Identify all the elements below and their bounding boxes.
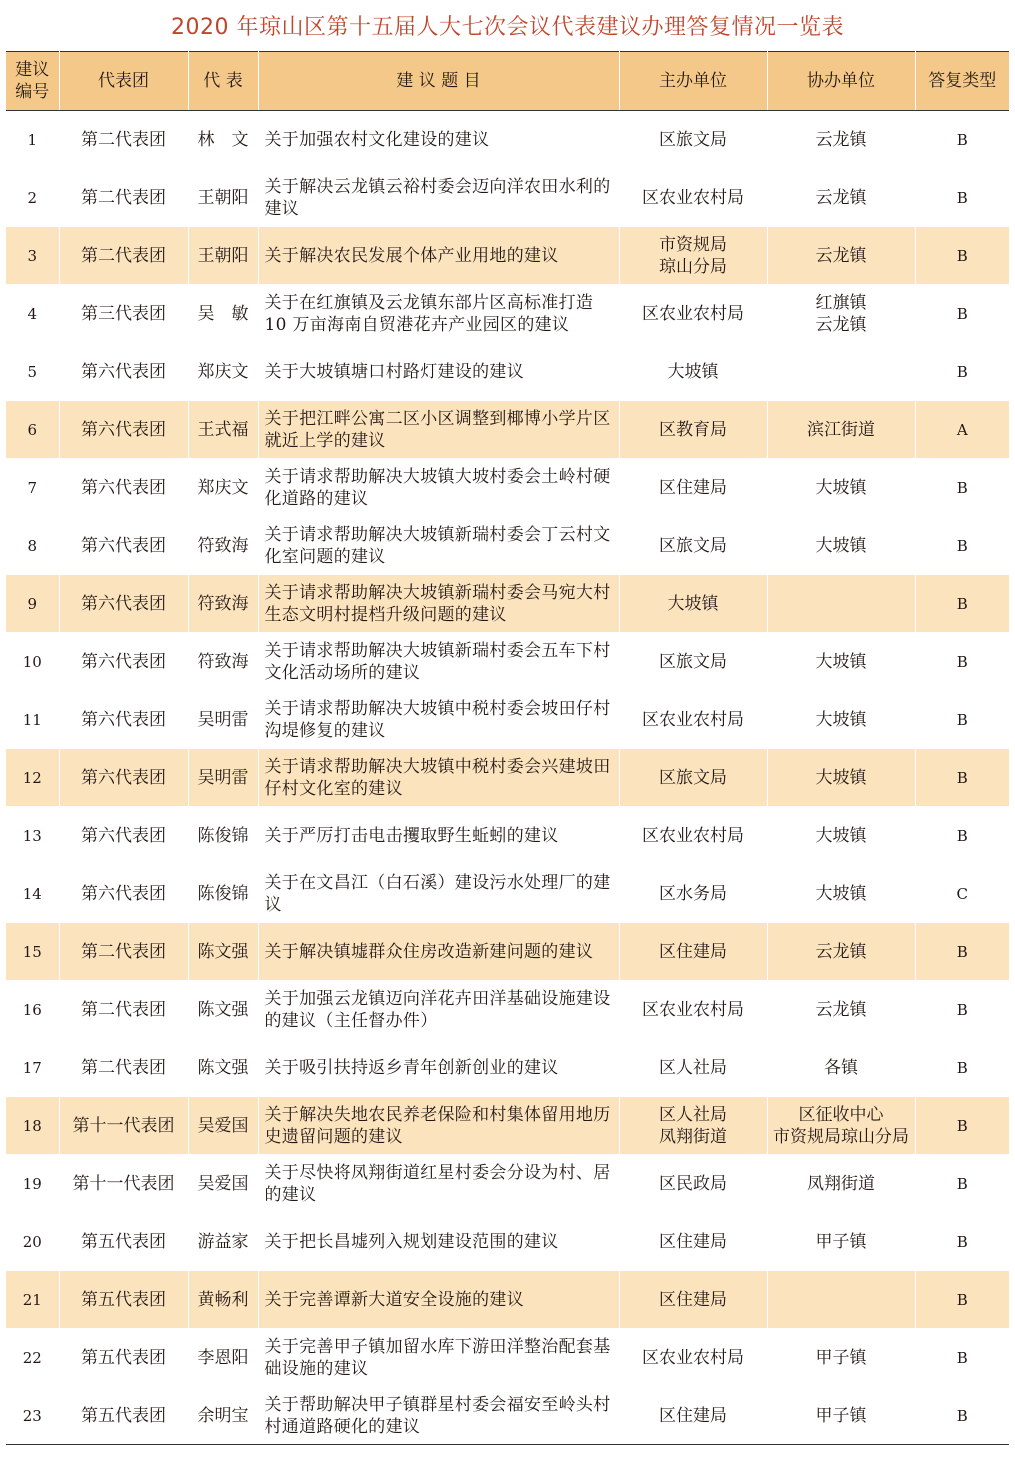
cell-delegation: 第六代表团 (59, 401, 188, 459)
cell-delegate: 陈文强 (188, 923, 258, 981)
cell-lead-unit: 区农业农村局 (619, 1329, 767, 1387)
cell-assist-unit: 甲子镇 (767, 1329, 915, 1387)
cell-topic: 关于把江畔公寓二区小区调整到椰博小学片区就近上学的建议 (258, 401, 619, 459)
cell-delegation: 第二代表团 (59, 169, 188, 227)
table-row (6, 1213, 1009, 1271)
cell-topic: 关于请求帮助解决大坡镇新瑞村委会五车下村文化活动场所的建议 (258, 633, 619, 691)
cell-topic: 关于吸引扶持返乡青年创新创业的建议 (258, 1039, 619, 1097)
cell-assist-unit: 凤翔街道 (767, 1155, 915, 1213)
cell-delegate: 郑庆文 (188, 459, 258, 517)
cell-lead-unit: 区旅文局 (619, 749, 767, 807)
cell-reply-type: B (915, 1097, 1009, 1155)
cell-lead-unit: 区水务局 (619, 865, 767, 923)
cell-delegate: 陈俊锦 (188, 807, 258, 865)
cell-delegation: 第六代表团 (59, 343, 188, 401)
table-row (6, 1155, 1009, 1213)
cell-reply-type: B (915, 981, 1009, 1039)
cell-reply-type: B (915, 807, 1009, 865)
table-row (6, 807, 1009, 865)
cell-delegate: 郑庆文 (188, 343, 258, 401)
cell-delegation: 第六代表团 (59, 749, 188, 807)
cell-topic: 关于解决镇墟群众住房改造新建问题的建议 (258, 923, 619, 981)
cell-reply-type: A (915, 401, 1009, 459)
cell-number: 2 (6, 169, 59, 227)
page-title: 2020 年琼山区第十五届人大七次会议代表建议办理答复情况一览表 (171, 15, 844, 40)
cell-topic: 关于在红旗镇及云龙镇东部片区高标准打造 10 万亩海南自贸港花卉产业园区的建议 (258, 285, 619, 343)
cell-delegate: 陈俊锦 (188, 865, 258, 923)
cell-lead-unit: 区民政局 (619, 1155, 767, 1213)
cell-number: 21 (6, 1271, 59, 1329)
cell-number: 8 (6, 517, 59, 575)
cell-reply-type: B (915, 227, 1009, 285)
cell-delegation: 第二代表团 (59, 1039, 188, 1097)
cell-assist-unit: 各镇 (767, 1039, 915, 1097)
cell-delegate: 王式福 (188, 401, 258, 459)
cell-reply-type: B (915, 923, 1009, 981)
table-row (6, 1039, 1009, 1097)
cell-assist-unit (767, 343, 915, 401)
cell-number: 1 (6, 111, 59, 169)
table-row (6, 227, 1009, 285)
cell-number: 18 (6, 1097, 59, 1155)
cell-reply-type: B (915, 517, 1009, 575)
cell-delegation: 第二代表团 (59, 981, 188, 1039)
cell-number: 16 (6, 981, 59, 1039)
cell-topic: 关于请求帮助解决大坡镇中税村委会坡田仔村沟堤修复的建议 (258, 691, 619, 749)
cell-delegation: 第十一代表团 (59, 1097, 188, 1155)
cell-lead-unit: 区人社局 凤翔街道 (619, 1097, 767, 1155)
cell-assist-unit (767, 575, 915, 633)
cell-topic: 关于完善谭新大道安全设施的建议 (258, 1271, 619, 1329)
cell-lead-unit: 区农业农村局 (619, 981, 767, 1039)
cell-assist-unit: 大坡镇 (767, 633, 915, 691)
cell-lead-unit: 区旅文局 (619, 517, 767, 575)
table-body (6, 111, 1009, 1445)
cell-delegate: 吴明雷 (188, 691, 258, 749)
cell-delegate: 黄畅利 (188, 1271, 258, 1329)
cell-assist-unit: 大坡镇 (767, 517, 915, 575)
table-row (6, 1097, 1009, 1155)
cell-topic: 关于尽快将凤翔街道红星村委会分设为村、居的建议 (258, 1155, 619, 1213)
cell-lead-unit: 区农业农村局 (619, 691, 767, 749)
table-row (6, 1387, 1009, 1445)
cell-number: 6 (6, 401, 59, 459)
cell-assist-unit: 云龙镇 (767, 111, 915, 169)
cell-reply-type: B (915, 1039, 1009, 1097)
cell-topic: 关于把长昌墟列入规划建设范围的建议 (258, 1213, 619, 1271)
cell-number: 15 (6, 923, 59, 981)
cell-assist-unit: 区征收中心 市资规局琼山分局 (767, 1097, 915, 1155)
table-row (6, 575, 1009, 633)
cell-delegate: 李恩阳 (188, 1329, 258, 1387)
cell-topic: 关于请求帮助解决大坡镇大坡村委会土岭村硬化道路的建议 (258, 459, 619, 517)
cell-lead-unit: 区住建局 (619, 1213, 767, 1271)
cell-topic: 关于请求帮助解决大坡镇新瑞村委会丁云村文化室问题的建议 (258, 517, 619, 575)
cell-number: 23 (6, 1387, 59, 1445)
cell-lead-unit: 区住建局 (619, 923, 767, 981)
header-lead-unit: 主办单位 (619, 52, 767, 111)
table-row (6, 691, 1009, 749)
table-row (6, 981, 1009, 1039)
cell-delegation: 第六代表团 (59, 517, 188, 575)
cell-delegation: 第五代表团 (59, 1213, 188, 1271)
table-row (6, 401, 1009, 459)
cell-number: 5 (6, 343, 59, 401)
cell-number: 10 (6, 633, 59, 691)
cell-delegate: 余明宝 (188, 1387, 258, 1445)
cell-delegation: 第五代表团 (59, 1271, 188, 1329)
cell-topic: 关于请求帮助解决大坡镇中税村委会兴建坡田仔村文化室的建议 (258, 749, 619, 807)
cell-topic: 关于在文昌江（白石溪）建设污水处理厂的建议 (258, 865, 619, 923)
cell-reply-type: B (915, 691, 1009, 749)
cell-number: 22 (6, 1329, 59, 1387)
cell-reply-type: B (915, 111, 1009, 169)
cell-reply-type: B (915, 169, 1009, 227)
table-row (6, 1271, 1009, 1329)
cell-delegation: 第五代表团 (59, 1387, 188, 1445)
cell-delegation: 第六代表团 (59, 807, 188, 865)
cell-topic: 关于大坡镇塘口村路灯建设的建议 (258, 343, 619, 401)
cell-delegation: 第六代表团 (59, 691, 188, 749)
cell-reply-type: B (915, 1329, 1009, 1387)
cell-lead-unit: 区农业农村局 (619, 169, 767, 227)
cell-reply-type: B (915, 1213, 1009, 1271)
cell-number: 9 (6, 575, 59, 633)
cell-delegate: 游益家 (188, 1213, 258, 1271)
cell-number: 13 (6, 807, 59, 865)
table-row (6, 923, 1009, 981)
cell-assist-unit: 大坡镇 (767, 459, 915, 517)
cell-delegation: 第六代表团 (59, 633, 188, 691)
cell-assist-unit: 甲子镇 (767, 1387, 915, 1445)
cell-assist-unit: 大坡镇 (767, 865, 915, 923)
cell-lead-unit: 区旅文局 (619, 111, 767, 169)
cell-number: 12 (6, 749, 59, 807)
header-delegate: 代 表 (188, 52, 258, 111)
cell-delegate: 吴 敏 (188, 285, 258, 343)
cell-assist-unit: 大坡镇 (767, 807, 915, 865)
cell-reply-type: B (915, 459, 1009, 517)
table-row (6, 343, 1009, 401)
cell-delegate: 吴明雷 (188, 749, 258, 807)
cell-delegation: 第三代表团 (59, 285, 188, 343)
cell-assist-unit: 大坡镇 (767, 749, 915, 807)
cell-delegate: 吴爱国 (188, 1155, 258, 1213)
cell-assist-unit: 云龙镇 (767, 169, 915, 227)
cell-assist-unit: 云龙镇 (767, 227, 915, 285)
header-reply-type: 答复类型 (915, 52, 1009, 111)
cell-topic: 关于严厉打击电击攫取野生蚯蚓的建议 (258, 807, 619, 865)
cell-delegation: 第五代表团 (59, 1329, 188, 1387)
table-row (6, 169, 1009, 227)
cell-number: 19 (6, 1155, 59, 1213)
cell-lead-unit: 市资规局 琼山分局 (619, 227, 767, 285)
cell-topic: 关于加强云龙镇迈向洋花卉田洋基础设施建设的建议（主任督办件） (258, 981, 619, 1039)
cell-lead-unit: 区教育局 (619, 401, 767, 459)
cell-reply-type: B (915, 575, 1009, 633)
cell-delegation: 第二代表团 (59, 111, 188, 169)
cell-delegate: 符致海 (188, 633, 258, 691)
cell-delegation: 第六代表团 (59, 575, 188, 633)
cell-reply-type: B (915, 1271, 1009, 1329)
cell-assist-unit: 滨江街道 (767, 401, 915, 459)
cell-reply-type: B (915, 285, 1009, 343)
cell-delegate: 林 文 (188, 111, 258, 169)
cell-lead-unit: 区农业农村局 (619, 807, 767, 865)
cell-number: 3 (6, 227, 59, 285)
table-row (6, 1329, 1009, 1387)
header-topic: 建 议 题 目 (258, 52, 619, 111)
cell-delegation: 第六代表团 (59, 459, 188, 517)
cell-topic: 关于解决失地农民养老保险和村集体留用地历史遗留问题的建议 (258, 1097, 619, 1155)
table-row (6, 111, 1009, 169)
cell-reply-type: B (915, 1387, 1009, 1445)
cell-delegate: 王朝阳 (188, 227, 258, 285)
cell-delegation: 第二代表团 (59, 923, 188, 981)
cell-topic: 关于请求帮助解决大坡镇新瑞村委会马宛大村生态文明村提档升级问题的建议 (258, 575, 619, 633)
cell-number: 7 (6, 459, 59, 517)
cell-number: 14 (6, 865, 59, 923)
suggestion-table (6, 51, 1009, 1445)
cell-reply-type: C (915, 865, 1009, 923)
cell-delegation: 第六代表团 (59, 865, 188, 923)
cell-assist-unit: 甲子镇 (767, 1213, 915, 1271)
cell-lead-unit: 区人社局 (619, 1039, 767, 1097)
cell-lead-unit: 区住建局 (619, 459, 767, 517)
cell-assist-unit: 红旗镇 云龙镇 (767, 285, 915, 343)
cell-delegate: 王朝阳 (188, 169, 258, 227)
header-assist-unit: 协办单位 (767, 52, 915, 111)
cell-lead-unit: 区旅文局 (619, 633, 767, 691)
cell-topic: 关于加强农村文化建设的建议 (258, 111, 619, 169)
header-number: 建议 编号 (6, 52, 59, 111)
cell-delegation: 第十一代表团 (59, 1155, 188, 1213)
cell-number: 17 (6, 1039, 59, 1097)
cell-delegation: 第二代表团 (59, 227, 188, 285)
cell-topic: 关于解决农民发展个体产业用地的建议 (258, 227, 619, 285)
table-header-row (6, 52, 1009, 111)
cell-assist-unit: 云龙镇 (767, 923, 915, 981)
cell-reply-type: B (915, 749, 1009, 807)
cell-lead-unit: 区住建局 (619, 1271, 767, 1329)
cell-delegate: 符致海 (188, 517, 258, 575)
cell-lead-unit: 区农业农村局 (619, 285, 767, 343)
cell-reply-type: B (915, 1155, 1009, 1213)
cell-number: 20 (6, 1213, 59, 1271)
cell-assist-unit: 大坡镇 (767, 691, 915, 749)
cell-lead-unit: 大坡镇 (619, 343, 767, 401)
table-row (6, 285, 1009, 343)
table-row (6, 459, 1009, 517)
cell-delegate: 吴爱国 (188, 1097, 258, 1155)
cell-number: 4 (6, 285, 59, 343)
cell-delegate: 符致海 (188, 575, 258, 633)
table-row (6, 633, 1009, 691)
header-delegation: 代表团 (59, 52, 188, 111)
table-row (6, 517, 1009, 575)
cell-delegate: 陈文强 (188, 981, 258, 1039)
cell-topic: 关于帮助解决甲子镇群星村委会福安至岭头村村通道路硬化的建议 (258, 1387, 619, 1445)
cell-delegate: 陈文强 (188, 1039, 258, 1097)
cell-lead-unit: 区住建局 (619, 1387, 767, 1445)
cell-topic: 关于解决云龙镇云裕村委会迈向洋农田水利的建议 (258, 169, 619, 227)
cell-reply-type: B (915, 343, 1009, 401)
cell-number: 11 (6, 691, 59, 749)
cell-reply-type: B (915, 633, 1009, 691)
cell-lead-unit: 大坡镇 (619, 575, 767, 633)
cell-topic: 关于完善甲子镇加留水库下游田洋整治配套基础设施的建议 (258, 1329, 619, 1387)
cell-assist-unit (767, 1271, 915, 1329)
table-row (6, 749, 1009, 807)
cell-assist-unit: 云龙镇 (767, 981, 915, 1039)
table-row (6, 865, 1009, 923)
